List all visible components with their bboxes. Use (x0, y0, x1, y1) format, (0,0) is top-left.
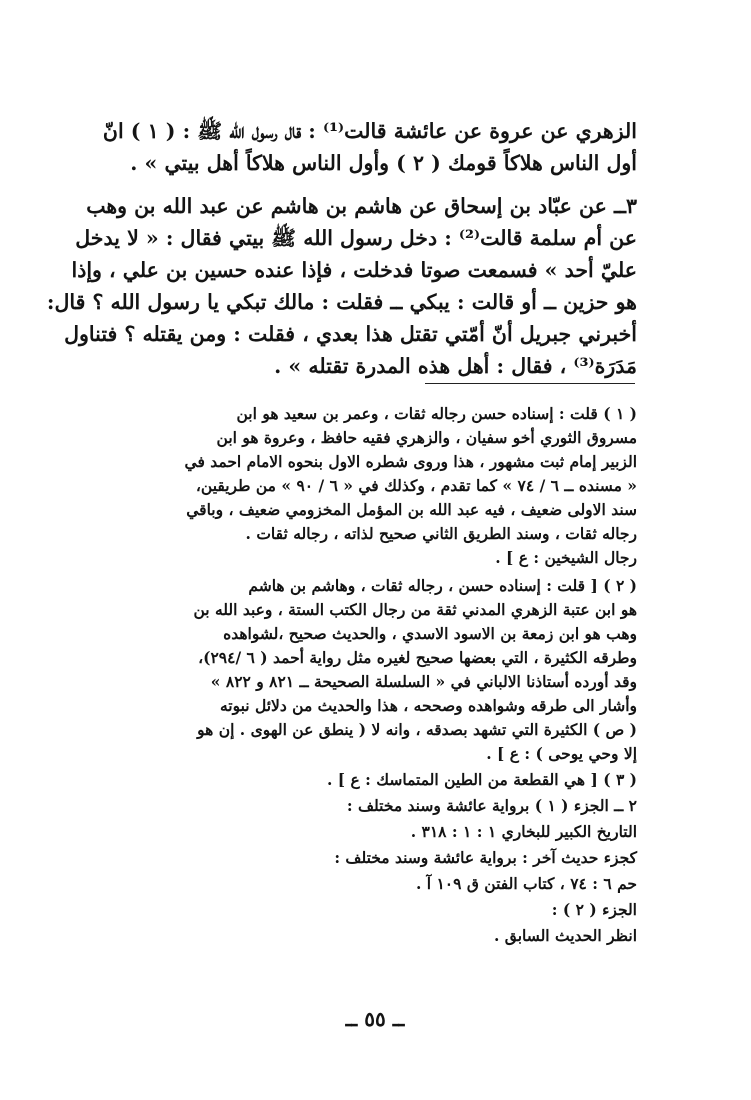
footnote-line-18: التاريخ الكبير للبخاري ١ : ١ : ٣١٨ . (410, 822, 637, 841)
main-text-line-4: عن أم سلمة قالت⁽²⁾ : دخل رسول الله ﷺ بيتي فقال : « لا يدخل (75, 226, 637, 250)
main-text-line-2: أول الناس هلاكاً قومك ( ٢ ) وأول الناس هلاكاً أهل بيتي » . (130, 151, 637, 175)
footnote-line-11: وطرقه الكثيرة ، التي بعضها صحيح لغيره مثل رواية أحمد ( ٦ /٢٩٤)، (198, 648, 637, 667)
footnote-line-4: « مسنده ــ ٦ / ٧٤ » كما تقدم ، وكذلك في « ٦ / ٩٠ » من طريقين، (195, 476, 637, 495)
footnote-line-19: كجزء حديث آخر : برواية عائشة وسند مختلف : (334, 848, 637, 867)
main-text-line-5: عليّ أحد » فسمعت صوتا فدخلت ، فإذا عنده حسين بن علي ، وإذا (71, 258, 637, 282)
footnote-line-5: سند الاولى ضعيف ، فيه عبد الله بن المؤمل المخزومي ضعيف ، وباقي (186, 500, 637, 519)
footnote-divider (425, 383, 635, 384)
footnote-line-6: رجاله ثقات ، وسند الطريق الثاني صحيح لذاته ، رجاله ثقات . (245, 524, 637, 543)
footnote-line-8: ( ٢ ) [ قلت : إسناده حسن ، رجاله ثقات ، وهاشم بن هاشم (248, 576, 637, 595)
main-text-line-8: مَدَرَة⁽³⁾ ، فقال : أهل هذه المدرة تقتله » . (274, 354, 637, 378)
footnote-line-22: انظر الحديث السابق . (494, 926, 637, 945)
footnote-line-3: الزبير إمام ثبت مشهور ، هذا وروى شطره الاول بنحوه الامام احمد في (184, 452, 637, 471)
footnote-line-16: ( ٣ ) [ هي القطعة من الطين المتماسك : ع ] . (327, 770, 637, 789)
page-number: ــ ٥٥ ــ (345, 1007, 405, 1031)
footnote-line-2: مسروق الثوري أخو سفيان ، والزهري فقيه حافظ ، وعروة هو ابن (216, 428, 637, 447)
footnote-line-15: إلا وحي يوحى ) : ع ] . (486, 744, 637, 763)
footnote-line-12: وقد أورده أستاذنا الالباني في « السلسلة الصحيحة ــ ٨٢١ و ٨٢٢ » (210, 672, 637, 691)
footnote-line-14: ( ص ) الكثيرة التي تشهد بصدقه ، وانه لا ( ينطق عن الهوى . إن هو (197, 720, 637, 739)
footnote-line-1: ( ١ ) قلت : إسناده حسن رجاله ثقات ، وعمر بن سعيد هو ابن (236, 404, 637, 423)
footnote-line-7: رجال الشيخين : ع ] . (495, 548, 637, 567)
footnote-line-20: حم ٦ : ٧٤ ، كتاب الفتن ق ١٠٩ آ . (415, 874, 637, 893)
main-text-line-3: ٣ــ عن عبّاد بن إسحاق عن هاشم بن هاشم عن عبد الله بن وهب (86, 194, 637, 218)
main-text-line-6: هو حزين ــ أو قالت : يبكي ــ فقلت : مالك تبكي يا رسول الله ؟ قال: (46, 290, 637, 314)
footnote-line-10: وهب هو ابن زمعة بن الاسود الاسدي ، والحديث صحيح ،لشواهده (223, 624, 637, 643)
main-text-line-1: الزهري عن عروة عن عائشة قالت⁽¹⁾ : قال رسول الله ﷺ : ( ١ ) انّ (102, 119, 637, 143)
footnote-line-21: الجزء ( ٢ ) : (551, 900, 637, 919)
main-text-line-7: أخبرني جبريل أنّ أمّتي تقتل هذا بعدي ، فقلت : ومن يقتله ؟ فتناول (64, 322, 637, 346)
footnote-line-13: وأشار الى طرقه وشواهده وصححه ، هذا والحديث من دلائل نبوته (219, 696, 637, 715)
footnote-line-9: هو ابن عتبة الزهري المدني ثقة من رجال الكتب الستة ، وعبد الله بن (193, 600, 637, 619)
footnote-line-17: ٢ ــ الجزء ( ١ ) برواية عائشة وسند مختلف : (346, 796, 637, 815)
